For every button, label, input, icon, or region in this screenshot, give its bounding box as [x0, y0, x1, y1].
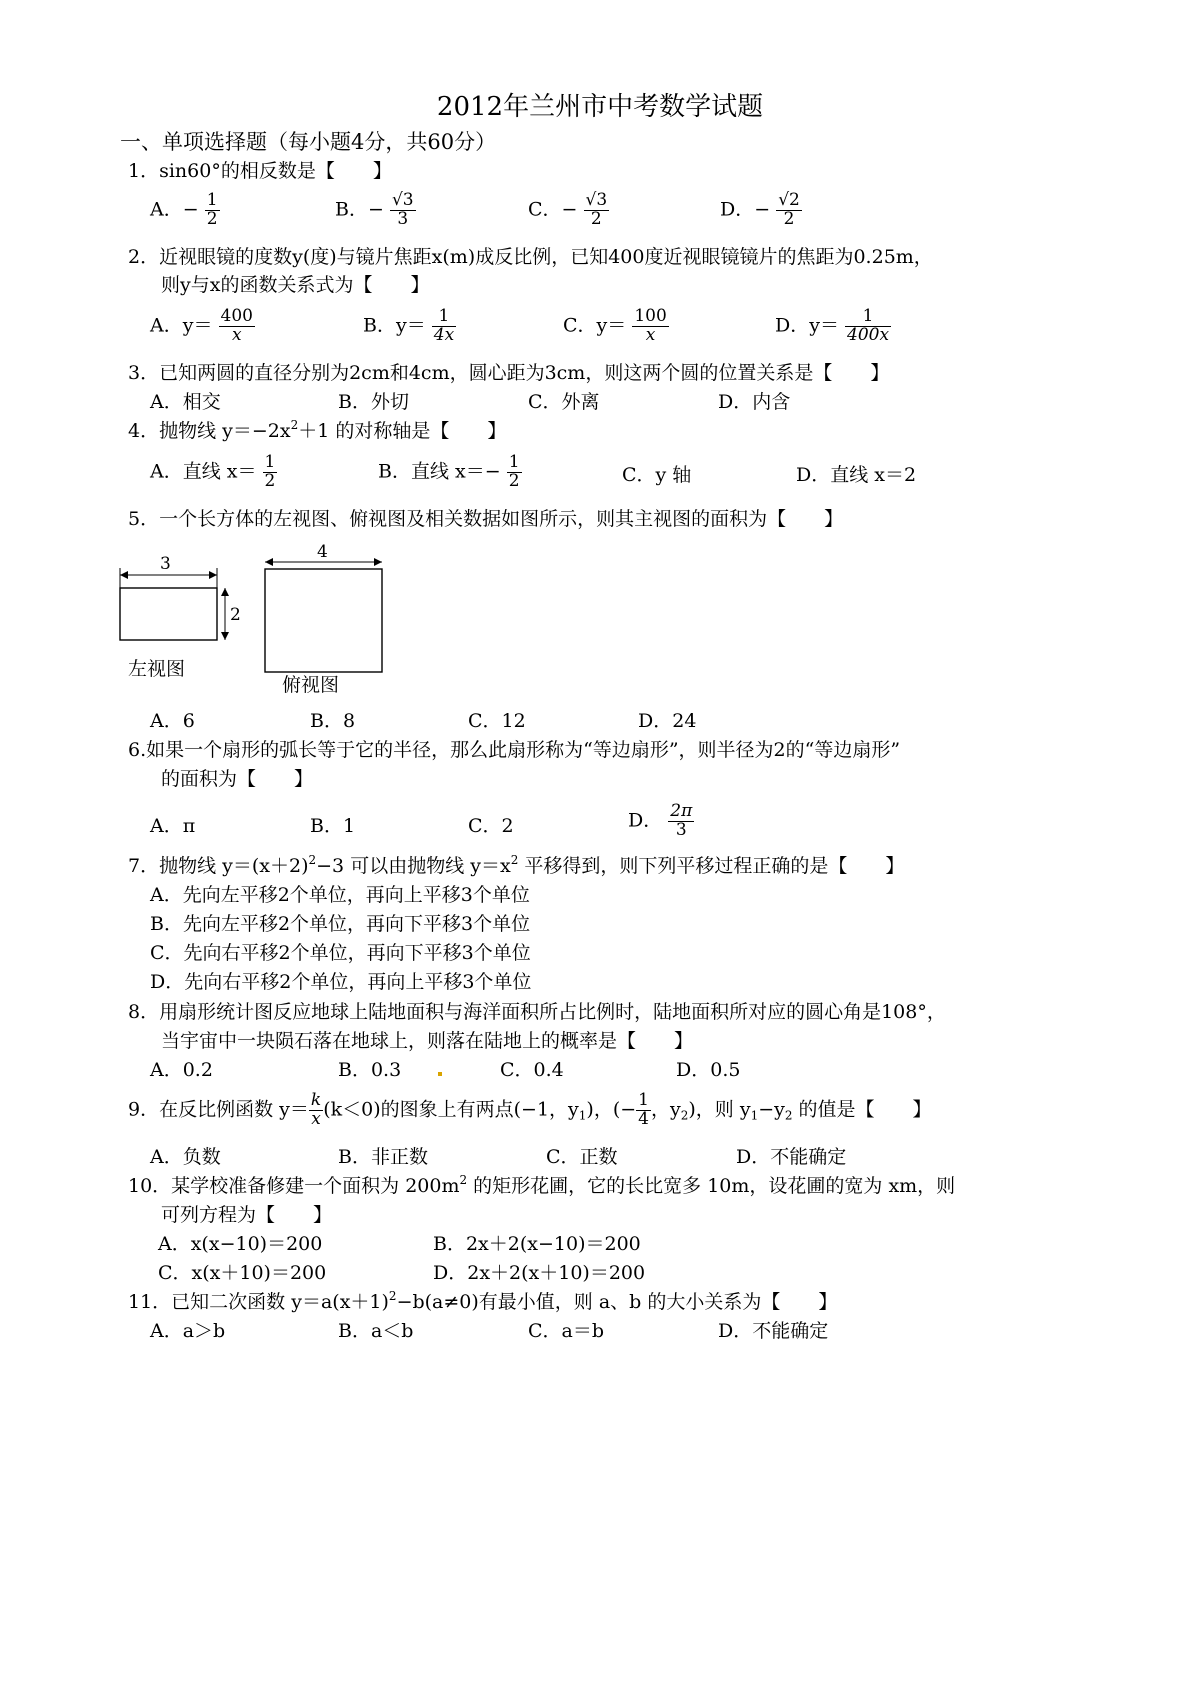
q1-option-c: C．− $\frac{√3}{2}$	[528, 190, 608, 229]
q1-option-b: B．− $\frac{√3}{3}$	[335, 190, 414, 229]
q5-option-b: B．8	[310, 710, 356, 732]
q9-option-b: B．非正数	[338, 1146, 428, 1168]
fraction: $\frac{k}{x}$	[310, 1090, 322, 1129]
q9-option-d: D．不能确定	[736, 1146, 847, 1168]
question-8-stem: 8．用扇形统计图反应地球上陆地面积与海洋面积所占比例时，陆地面积所对应的圆心角是108°，	[128, 1001, 946, 1023]
q3-option-d: D．内含	[718, 391, 791, 413]
q7-option-d: D．先向右平移2个单位，再向上平移3个单位	[150, 971, 532, 993]
q9-option-a: A．负数	[150, 1146, 221, 1168]
question-10-stem: 10．某学校准备修建一个面积为 $200m^2$ 的矩形花圃，它的长比宽多 10m，设花圃的宽为 xm，则	[128, 1173, 956, 1197]
q10-option-a: A．x(x−10)＝200	[158, 1233, 323, 1255]
q2-option-b: B．y＝ $\frac{1}{4x}$	[363, 306, 455, 345]
fraction: $\frac{100}{x}$	[634, 306, 667, 345]
fraction: $\frac{400}{x}$	[220, 306, 253, 345]
q11-option-a: A．a＞b	[150, 1320, 226, 1342]
q8-option-b: B．0.3	[338, 1059, 402, 1081]
fraction: $\frac{1}{2}$	[508, 452, 520, 491]
q11-option-c: C．a＝b	[528, 1320, 605, 1342]
q3-option-b: B．外切	[338, 391, 409, 413]
question-2-stem-cont: 则y与x的函数关系式为【 】	[161, 274, 430, 296]
q7-option-b: B．先向左平移2个单位，再向下平移3个单位	[150, 913, 531, 935]
question-7-stem: 7．抛物线 $y=(x+2)^2-3$ 可以由抛物线 $y=x^2$ 平移得到，则下列平移过程正确的是【 】	[128, 853, 905, 877]
fraction: $\frac{√3}{2}$	[585, 190, 608, 229]
q10-option-d: D．2x＋2(x＋10)＝200	[433, 1262, 646, 1284]
fraction: $\frac{1}{2}$	[264, 452, 276, 491]
q10-option-c: C．x(x＋10)＝200	[158, 1262, 327, 1284]
q5-option-a: A．6	[150, 710, 195, 732]
q8-option-c: C．0.4	[500, 1059, 564, 1081]
q6-option-a: A．π	[150, 815, 196, 837]
q11-option-d: D．不能确定	[718, 1320, 829, 1342]
q9-option-c: C．正数	[546, 1146, 618, 1168]
left-view-label: 左视图	[128, 658, 186, 680]
q1-option-d: D．− $\frac{√2}{2}$	[720, 190, 800, 229]
q3-option-a: A．相交	[150, 391, 221, 413]
top-view-label: 俯视图	[282, 674, 340, 696]
fraction: $\frac{√2}{2}$	[778, 190, 800, 229]
q4-option-a: A．直线 x＝ $\frac{1}{2}$	[150, 452, 276, 491]
q2-option-d: D．y＝ $\frac{1}{400x}$	[775, 306, 890, 345]
q8-option-d: D．0.5	[676, 1059, 741, 1081]
fraction: $\frac{2\pi}{3}$	[670, 801, 693, 840]
question-2-stem: 2．近视眼镜的度数y(度)与镜片焦距x(m)成反比例，已知400度近视眼镜镜片的焦距为0.25m，	[128, 246, 933, 268]
question-11-stem: 11．已知二次函数 $y=a(x+1)^2-b(a\ne 0)$有最小值，则 a、b 的大小关系为【 】	[128, 1289, 838, 1313]
question-6-stem-cont: 的面积为【 】	[161, 768, 314, 790]
q11-option-b: B．a＜b	[338, 1320, 414, 1342]
question-10-stem-cont: 可列方程为【 】	[161, 1204, 333, 1226]
question-3-stem: 3．已知两圆的直径分别为2cm和4cm，圆心距为3cm，则这两个圆的位置关系是【 】	[128, 362, 890, 384]
dim-label-2: 2	[230, 605, 241, 625]
top-view-figure	[265, 558, 382, 672]
q4-option-b: B．直线 x＝− $\frac{1}{2}$	[378, 452, 520, 491]
q2-option-a: A．y＝ $\frac{400}{x}$	[150, 306, 253, 345]
question-8-stem-cont: 当宇宙中一块陨石落在地球上，则落在陆地上的概率是【 】	[161, 1030, 694, 1052]
question-9-stem: 9．在反比例函数 y＝ $\frac{k}{x}$ (k＜0)的图象上有两点(−1，$y_1$)，(− $\frac{1}{4}$ ，$y_2$)，则 $y_1-y_2$ 的值是【 】	[128, 1090, 932, 1129]
q7-option-a: A．先向左平移2个单位，再向上平移3个单位	[150, 884, 530, 906]
q6-option-d: D． $\frac{2\pi}{3}$	[628, 801, 693, 840]
page-title: 2012年兰州市中考数学试题	[436, 92, 764, 122]
stray-dot	[438, 1072, 442, 1076]
q4-option-c: C．y 轴	[622, 464, 692, 486]
q7-option-c: C．先向右平移2个单位，再向下平移3个单位	[150, 942, 531, 964]
q5-option-d: D．24	[638, 710, 697, 732]
q5-option-c: C．12	[468, 710, 526, 732]
left-view-figure	[120, 568, 229, 640]
q1-option-a: A．− $\frac{1}{2}$	[150, 190, 218, 229]
fraction: $\frac{1}{400x}$	[847, 306, 890, 345]
question-6-stem: 6.如果一个扇形的弧长等于它的半径，那么此扇形称为“等边扇形”，则半径为2的“等边扇形”	[128, 739, 901, 761]
fraction: $\frac{1}{4x}$	[433, 306, 455, 345]
dim-label-4: 4	[317, 542, 328, 562]
q10-option-b: B．2x＋2(x−10)＝200	[433, 1233, 641, 1255]
section-heading: 一、单项选择题（每小题4分，共60分）	[120, 130, 497, 154]
fraction: $\frac{1}{4}$	[638, 1090, 649, 1129]
fraction: $\frac{1}{2}$	[206, 190, 218, 229]
question-5-stem: 5．一个长方体的左视图、俯视图及相关数据如图所示，则其主视图的面积为【 】	[128, 508, 844, 530]
fraction: $\frac{√3}{3}$	[391, 190, 414, 229]
q6-option-c: C．2	[468, 815, 514, 837]
q3-option-c: C．外离	[528, 391, 600, 413]
question-1-stem: 1．sin60°的相反数是【 】	[128, 160, 392, 182]
q8-option-a: A．0.2	[150, 1059, 213, 1081]
q6-option-b: B．1	[310, 815, 356, 837]
q2-option-c: C．y＝ $\frac{100}{x}$	[563, 306, 667, 345]
q4-option-d: D．直线 x＝2	[796, 464, 917, 486]
dim-label-3: 3	[160, 554, 171, 574]
question-4-stem: 4．抛物线 $y=-2x^2+1$ 的对称轴是【 】	[128, 418, 507, 442]
